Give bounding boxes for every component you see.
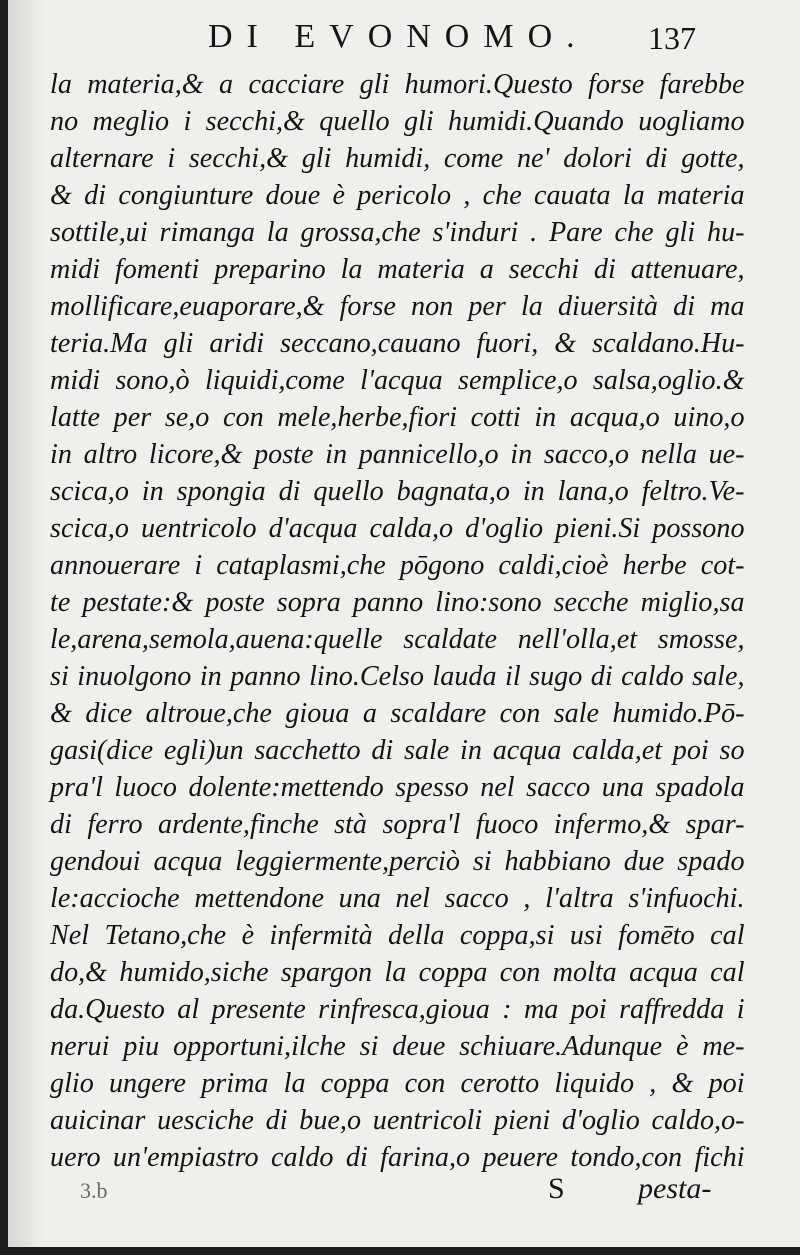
text-line: midi fomenti preparino la materia a secchi di attenuare, <box>50 253 745 285</box>
text-line: annouerare i cataplasmi,che pōgono caldi,cioè herbe cot- <box>50 549 745 581</box>
signature-mark: S <box>548 1172 565 1205</box>
text-line: sottile,ui rimanga la grossa,che s'induri . Pare che gli hu- <box>50 216 745 248</box>
text-line: glio ungere prima la coppa con cerotto liquido , & poi <box>50 1067 745 1099</box>
text-line: & di congiunture doue è pericolo , che cauata la materia <box>50 179 745 211</box>
text-line: no meglio i secchi,& quello gli humidi.Quando uogliamo <box>50 105 745 137</box>
text-line: uero un'empiastro caldo di farina,o peuere tondo,con fichi <box>50 1141 745 1173</box>
text-line: pra'l luoco dolente:mettendo spesso nel sacco una spadola <box>50 771 745 803</box>
text-line: midi sono,ò liquidi,come l'acqua semplice,o salsa,oglio.& <box>50 364 745 396</box>
text-line: gasi(dice egli)un sacchetto di sale in acqua calda,et poi so <box>50 734 745 766</box>
text-line: scica,o in spongia di quello bagnata,o in lana,o feltro.Ve- <box>50 475 745 507</box>
text-line: Nel Tetano,che è infermità della coppa,si usi fomēto cal <box>50 919 745 951</box>
text-line: mollificare,euaporare,& forse non per la diuersità di ma <box>50 290 745 322</box>
text-line: & dice altroue,che gioua a scaldare con sale humido.Pō- <box>50 697 745 729</box>
page-number: 137 <box>648 20 696 56</box>
running-title: DI EVONOMO. <box>208 18 589 55</box>
page-header <box>8 18 800 66</box>
text-line: teria.Ma gli aridi seccano,cauano fuori, & scaldano.Hu- <box>50 327 745 359</box>
text-line: di ferro ardente,finche stà sopra'l fuoco infermo,& spar- <box>50 808 745 840</box>
text-line: da.Questo al presente rinfresca,gioua : ma poi raffredda i <box>50 993 745 1025</box>
text-line: si inuolgono in panno lino.Celso lauda il sugo di caldo sale, <box>50 660 745 692</box>
text-line: latte per se,o con mele,herbe,fiori cotti in acqua,o uino,o <box>50 401 745 433</box>
text-line: alternare i secchi,& gli humidi, come ne' dolori di gotte, <box>50 142 745 174</box>
book-page <box>8 0 800 1247</box>
text-line: in altro licore,& poste in pannicello,o in sacco,o nella ue- <box>50 438 745 470</box>
body-text <box>50 66 766 1176</box>
text-line: le,arena,semola,auena:quelle scaldate nell'olla,et smosse, <box>50 623 745 655</box>
page-footer <box>8 1172 800 1212</box>
text-line: do,& humido,siche spargon la coppa con molta acqua cal <box>50 956 745 988</box>
catchword: pesta- <box>638 1172 712 1205</box>
text-line: nerui piu opportuni,ilche si deue schiuare.Adunque è me- <box>50 1030 745 1062</box>
text-line: la materia,& a cacciare gli humori.Questo forse farebbe <box>50 68 745 100</box>
text-line: te pestate:& poste sopra panno lino:sono secche miglio,sa <box>50 586 745 618</box>
text-line: gendoui acqua leggiermente,perciò si habbiano due spado <box>50 845 745 877</box>
text-line: auicinar uesciche di bue,o uentricoli pieni d'oglio caldo,o- <box>50 1104 745 1136</box>
text-line: le:accioche mettendone una nel sacco , l'altra s'infuochi. <box>50 882 745 914</box>
faint-mark: 3.b <box>80 1178 108 1203</box>
text-line: scica,o uentricolo d'acqua calda,o d'oglio pieni.Si possono <box>50 512 745 544</box>
